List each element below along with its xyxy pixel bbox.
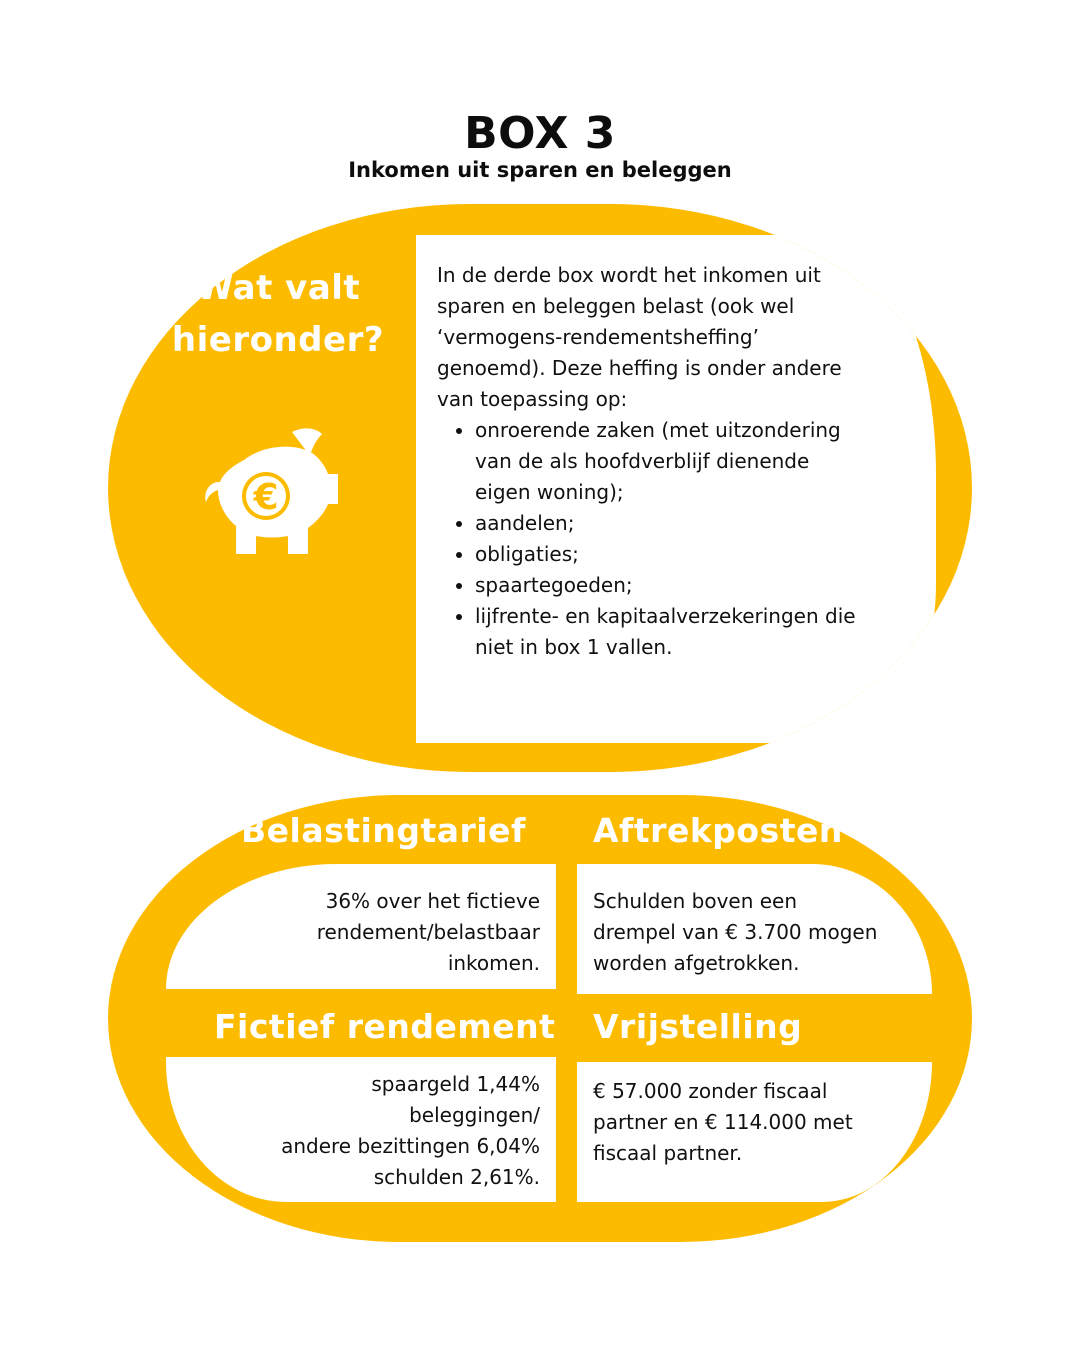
vrijstelling-text — [593, 1076, 929, 1169]
belastingtarief-text — [180, 886, 540, 979]
belastingtarief-heading: Belastingtarief — [241, 811, 526, 850]
vrijstelling-heading: Vrijstelling — [593, 1007, 803, 1046]
what-falls-under-card — [108, 204, 972, 772]
belastingtarief-panel — [166, 864, 556, 989]
list-item-line: van de als hoofdverblijf dienende — [475, 449, 810, 473]
intro-line: ‘vermogens-rendementsheffing’ — [437, 325, 759, 349]
text-line: rendement/belastbaar — [316, 920, 540, 944]
fictief-rendement-panel — [166, 1057, 556, 1202]
text-line: spaargeld 1,44% — [371, 1072, 540, 1096]
intro-line: sparen en beleggen belast (ook wel — [437, 294, 795, 318]
fictief-rendement-heading: Fictief rendement — [214, 1007, 556, 1046]
piggy-bank-euro-icon — [204, 422, 344, 562]
text-line: drempel van € 3.700 mogen — [593, 920, 878, 944]
svg-text:€: € — [253, 477, 279, 518]
text-line: partner en € 114.000 met — [593, 1110, 853, 1134]
aftrekposten-heading: Aftrekposten — [593, 811, 843, 850]
intro-line: van toepassing op: — [437, 387, 628, 411]
text-line: inkomen. — [447, 951, 540, 975]
text-line: andere bezittingen 6,04% — [281, 1134, 540, 1158]
list-item-line: aandelen; — [475, 511, 575, 535]
text-line: schulden 2,61%. — [373, 1165, 540, 1189]
text-line: worden afgetrokken. — [593, 951, 800, 975]
intro-line: genoemd). Deze heffing is onder andere — [437, 356, 842, 380]
list-item — [475, 570, 899, 601]
aftrekposten-text — [593, 886, 929, 979]
heading-line: Wat valt — [195, 268, 361, 308]
page-title: BOX 3 — [464, 108, 616, 159]
list-item-line: eigen woning); — [475, 480, 624, 504]
list-item — [475, 415, 899, 508]
text-line: € 57.000 zonder fiscaal — [593, 1079, 828, 1103]
text-line: 36% over het fictieve — [325, 889, 540, 913]
intro-paragraph — [437, 260, 899, 415]
text-line: fiscaal partner. — [593, 1141, 743, 1165]
list-item-line: obligaties; — [475, 542, 579, 566]
fictief-rendement-text — [180, 1069, 540, 1193]
text-line: beleggingen/ — [409, 1103, 540, 1127]
what-falls-under-heading — [158, 262, 398, 366]
intro-line: In de derde box wordt het inkomen uit — [437, 263, 821, 287]
asset-list — [437, 415, 899, 663]
description-text — [437, 260, 899, 663]
list-item-line: onroerende zaken (met uitzondering — [475, 418, 841, 442]
list-item — [475, 508, 899, 539]
list-item-line: niet in box 1 vallen. — [475, 635, 673, 659]
vrijstelling-panel — [577, 1062, 932, 1202]
list-item — [475, 601, 899, 663]
list-item-line: spaartegoeden; — [475, 573, 633, 597]
aftrekposten-panel — [577, 864, 932, 994]
tax-details-card — [108, 795, 972, 1242]
text-line: Schulden boven een — [593, 889, 798, 913]
list-item — [475, 539, 899, 570]
page-subtitle: Inkomen uit sparen en beleggen — [348, 158, 732, 182]
heading-line: hieronder? — [171, 320, 385, 360]
list-item-line: lijfrente- en kapitaalverzekeringen die — [475, 604, 856, 628]
